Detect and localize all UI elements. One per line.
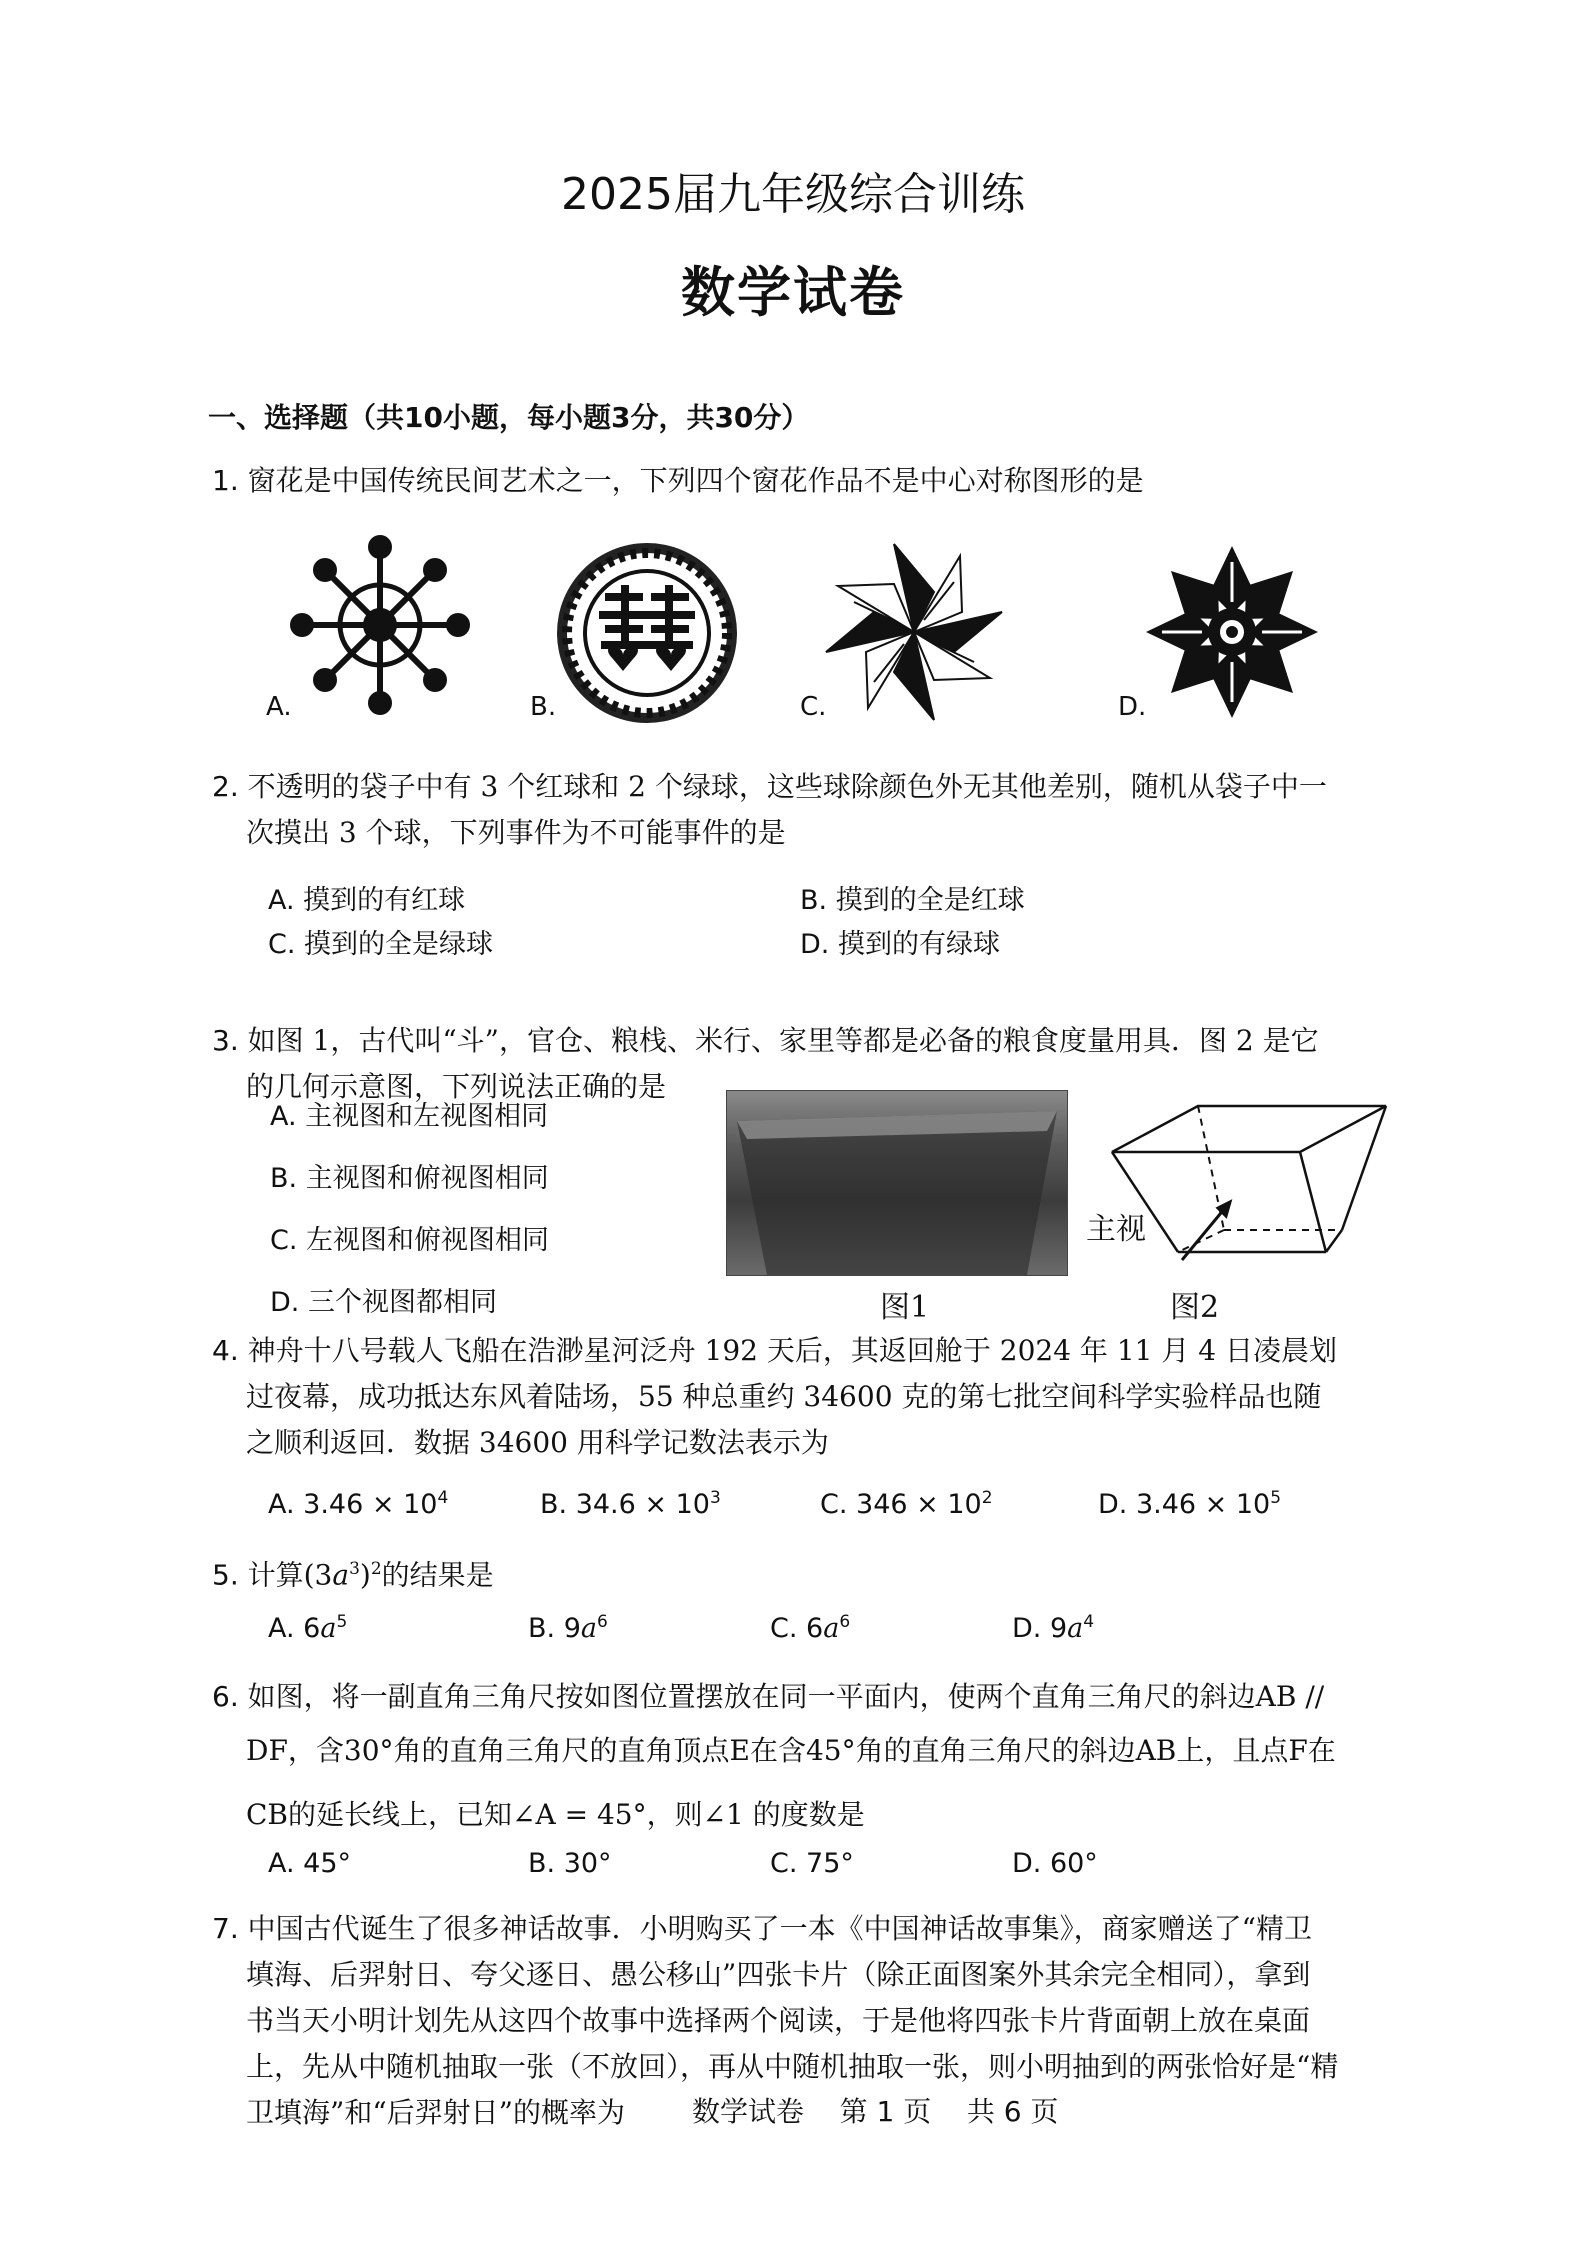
question-number: 5.	[212, 1558, 239, 1592]
question-line: 中国古代诞生了很多神话故事．小明购买了一本《中国神话故事集》，商家赠送了“精卫	[247, 1912, 1312, 1945]
question-line: 填海、后羿射日、夸父逐日、愚公移山”四张卡片（除正面图案外其余完全相同），拿到	[246, 1958, 1311, 1991]
question-number: 1.	[212, 464, 239, 497]
question-line: 卫填海”和“后羿射日”的概率为	[246, 2096, 625, 2129]
option-a: A. 摸到的有红球	[268, 885, 466, 916]
question-line: 的几何示意图，下列说法正确的是	[246, 1070, 667, 1103]
question-1	[212, 458, 1392, 504]
section-heading: 一、选择题（共10小题，每小题3分，共30分）	[208, 401, 810, 434]
question-number: 4.	[212, 1334, 239, 1367]
option-b: B. 主视图和俯视图相同	[270, 1163, 549, 1194]
question-number: 2.	[212, 770, 239, 803]
flower-papercut-icon	[1142, 542, 1322, 722]
question-line: DF，含30°角的直角三角尺的直角顶点E在含45°角的直角三角尺的斜边AB上，且点F在	[246, 1734, 1336, 1767]
snowflake-papercut-icon	[290, 535, 470, 715]
question-line: 次摸出 3 个球，下列事件为不可能事件的是	[246, 816, 786, 849]
option-d: D. 三个视图都相同	[270, 1287, 497, 1318]
option-b: B. $9a^6$	[528, 1612, 608, 1644]
option-b: B. $34.6 \times 10^3$	[540, 1488, 721, 1520]
exam-subtitle: 数学试卷	[681, 261, 905, 324]
frustum-diagram	[1090, 1092, 1400, 1282]
question-number: 3.	[212, 1024, 239, 1057]
question-line: 之顺利返回．数据 34600 用科学记数法表示为	[246, 1426, 829, 1459]
question-line: 上，先从中随机抽取一张（不放回），再从中随机抽取一张，则小明抽到的两张恰好是“精	[246, 2050, 1339, 2083]
option-label-b: B.	[530, 692, 557, 722]
double-happiness-papercut-icon	[552, 538, 742, 728]
option-d: D. 60°	[1012, 1848, 1098, 1879]
figure-2-label: 图2	[1170, 1290, 1220, 1325]
question-number: 6.	[212, 1680, 239, 1713]
option-d: D. $9a^4$	[1012, 1612, 1095, 1644]
option-d: D. $3.46 \times 10^5$	[1098, 1488, 1282, 1520]
option-c: C. 摸到的全是绿球	[268, 929, 494, 960]
question-line: 过夜幕，成功抵达东风着陆场，55 种总重约 34600 克的第七批空间科学实验样品也随	[246, 1380, 1322, 1413]
question-line: CB的延长线上，已知∠A = 45°，则∠1 的度数是	[246, 1798, 865, 1831]
option-label-a: A.	[266, 692, 292, 722]
option-b: B. 30°	[528, 1848, 612, 1879]
question-number: 7.	[212, 1912, 239, 1945]
option-a: A. 45°	[268, 1848, 352, 1879]
figure-1-label: 图1	[880, 1290, 930, 1325]
question-5: 5. 计算$(3a^3)^2$的结果是	[212, 1558, 494, 1592]
question-line: 不透明的袋子中有 3 个红球和 2 个绿球，这些球除颜色外无其他差别，随机从袋子中一	[247, 770, 1327, 803]
option-a: A. $3.46 \times 10^4$	[268, 1488, 449, 1520]
pinwheel-papercut-icon	[822, 540, 1006, 724]
grain-measure-photo	[726, 1090, 1068, 1276]
option-c: C. $346 \times 10^2$	[820, 1488, 993, 1520]
question-line: 神舟十八号载人飞船在浩渺星河泛舟 192 天后，其返回舱于 2024 年 11 月 4 日凌晨划	[247, 1334, 1337, 1367]
option-b: B. 摸到的全是红球	[800, 885, 1025, 916]
page-footer: 数学试卷 第 1 页 共 6 页	[692, 2095, 1059, 2128]
option-a: A. $6a^5$	[268, 1612, 348, 1644]
question-line: 书当天小明计划先从这四个故事中选择两个阅读，于是他将四张卡片背面朝上放在桌面	[246, 2004, 1311, 2037]
option-a: A. 主视图和左视图相同	[270, 1101, 549, 1132]
question-text: 窗花是中国传统民间艺术之一，下列四个窗花作品不是中心对称图形的是	[247, 464, 1144, 497]
question-6	[212, 1670, 1392, 1842]
front-view-arrow-label: 主视	[1086, 1212, 1146, 1247]
option-d: D. 摸到的有绿球	[800, 929, 1000, 960]
option-label-d: D.	[1118, 692, 1147, 722]
question-line: 如图，将一副直角三角尺按如图位置摆放在同一平面内，使两个直角三角尺的斜边AB //	[247, 1680, 1325, 1713]
option-c: C. $6a^6$	[770, 1612, 851, 1644]
exam-title: 2025届九年级综合训练	[561, 169, 1025, 220]
option-c: C. 左视图和俯视图相同	[270, 1225, 550, 1256]
option-label-c: C.	[800, 692, 827, 722]
question-line: 如图 1，古代叫“斗”，官仓、粮栈、米行、家里等都是必备的粮食度量用具．图 2 是它	[247, 1024, 1319, 1057]
option-c: C. 75°	[770, 1848, 854, 1879]
question-2	[212, 764, 1392, 856]
question-4	[212, 1328, 1392, 1466]
